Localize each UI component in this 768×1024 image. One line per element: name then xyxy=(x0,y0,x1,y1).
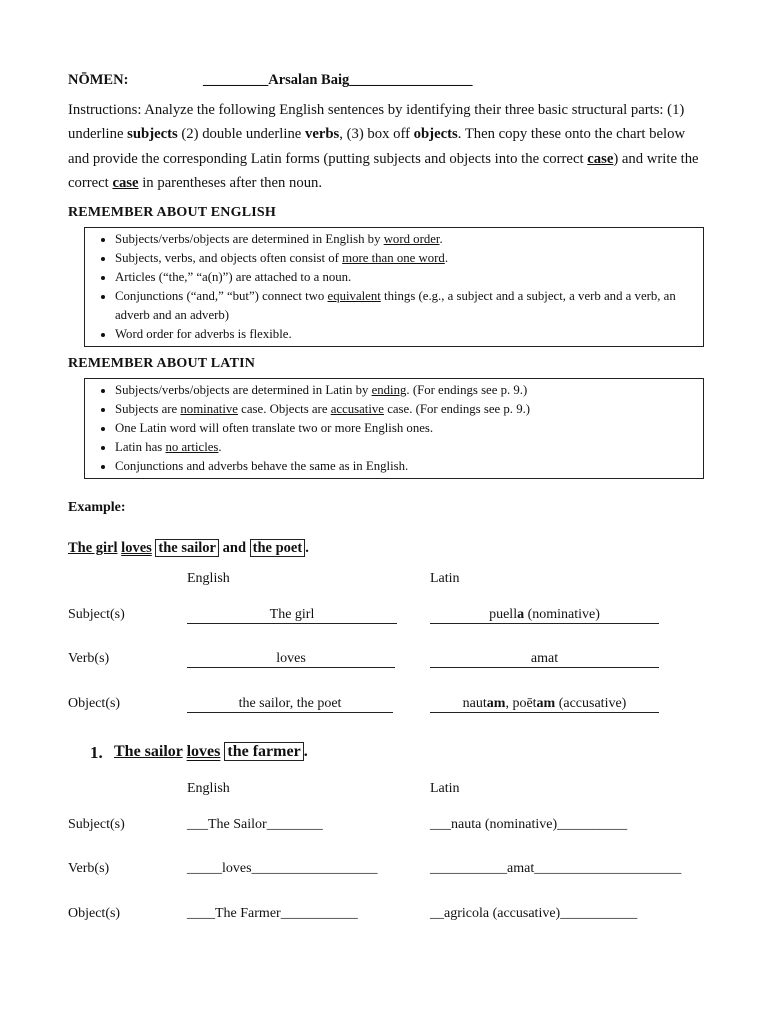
example-col-english: English xyxy=(187,571,230,586)
example-la-subject-cell xyxy=(430,607,659,624)
instructions-objects: objects xyxy=(413,126,458,143)
instructions-text: (2) double underline xyxy=(177,126,305,143)
exercise-1-row-subject: Subject(s) xyxy=(68,817,125,832)
instructions-subjects: subjects xyxy=(127,126,178,143)
instructions-text: , (3) box off xyxy=(339,126,414,143)
example-sentence xyxy=(68,540,309,557)
exercise-1-number: 1. xyxy=(90,743,103,762)
exercise-1-la-object[interactable]: __agricola (accusative)___________ xyxy=(430,906,638,921)
latin-rules-box xyxy=(84,378,704,479)
example-row-verb: Verb(s) xyxy=(68,651,110,666)
english-rule: • Articles (“the,” “a(n)”) are attached to a noun. xyxy=(115,268,697,287)
instructions-case: case xyxy=(112,174,139,191)
student-name: Arsalan Baig xyxy=(268,72,350,88)
nomen-label: NŌMEN: xyxy=(68,72,129,88)
example-en-object-cell xyxy=(187,696,393,713)
instructions-case: case xyxy=(587,150,614,167)
exercise-1-en-subject[interactable]: ___The Sailor________ xyxy=(187,817,323,832)
english-rule: • Subjects/verbs/objects are determined in English by word order. xyxy=(115,230,697,249)
latin-rule: • Latin has no articles. xyxy=(115,438,697,457)
example-en-object: the sailor, the poet xyxy=(187,696,393,713)
english-box-heading: REMEMBER ABOUT ENGLISH xyxy=(68,205,276,220)
example-row-subject: Subject(s) xyxy=(68,607,125,622)
instructions-verbs: verbs xyxy=(305,126,340,143)
example-en-subject: The girl xyxy=(187,607,397,624)
example-col-latin: Latin xyxy=(430,571,460,586)
example-en-verb: loves xyxy=(187,651,395,668)
example-label: Example: xyxy=(68,500,126,515)
instructions-text: . Then copy these onto the chart below and provide the corresponding Latin forms (putting subjects and objects into the correct xyxy=(68,126,686,167)
example-row-object: Object(s) xyxy=(68,696,121,711)
example-subject: The girl xyxy=(68,540,118,556)
exercise-1-row-object: Object(s) xyxy=(68,906,121,921)
english-rules-box xyxy=(84,227,704,347)
example-la-subject: puella (nominative) xyxy=(430,607,659,624)
example-conjunction: and xyxy=(222,540,247,556)
example-la-verb-cell xyxy=(430,651,659,668)
example-la-object-cell xyxy=(430,696,659,713)
exercise-1-la-subject[interactable]: ___nauta (nominative)__________ xyxy=(430,817,628,832)
exercise-1-en-verb[interactable]: _____loves__________________ xyxy=(187,861,378,876)
exercise-1-row-verb: Verb(s) xyxy=(68,861,110,876)
instructions xyxy=(68,98,708,195)
example-la-object: nautam, poētam (accusative) xyxy=(430,696,659,713)
exercise-1-period: . xyxy=(303,743,308,760)
exercise-1-object: the farmer xyxy=(224,742,303,761)
latin-rule: • Subjects/verbs/objects are determined in Latin by ending. (For endings see p. 9.) xyxy=(115,381,697,400)
example-period: . xyxy=(305,540,309,556)
example-la-verb: amat xyxy=(430,651,659,668)
exercise-1-col-latin: Latin xyxy=(430,781,460,796)
exercise-1-col-english: English xyxy=(187,781,230,796)
exercise-1-en-object[interactable]: ____The Farmer___________ xyxy=(187,906,358,921)
english-rule: • Word order for adverbs is flexible. xyxy=(115,325,697,344)
latin-rule: • Conjunctions and adverbs behave the same as in English. xyxy=(115,457,697,476)
latin-box-heading: REMEMBER ABOUT LATIN xyxy=(68,356,256,371)
exercise-1-subject: The sailor xyxy=(114,743,183,760)
name-blank-suffix: _________________ xyxy=(349,72,473,88)
instructions-text: in parentheses after then noun. xyxy=(138,174,323,191)
example-en-subject-cell xyxy=(187,607,397,624)
student-name-field[interactable] xyxy=(203,72,472,89)
example-en-verb-cell xyxy=(187,651,395,668)
example-verb: loves xyxy=(121,540,152,556)
exercise-1-la-verb[interactable]: ___________amat_____________________ xyxy=(430,861,682,876)
english-rule: • Conjunctions (“and,” “but”) connect two equivalent things (e.g., a subject and a subject, a verb and a verb, an adverb and an adverb) xyxy=(115,287,697,325)
exercise-1-sentence xyxy=(114,743,308,761)
english-rule: • Subjects, verbs, and objects often consist of more than one word. xyxy=(115,249,697,268)
latin-rule: • Subjects are nominative case. Objects are accusative case. (For endings see p. 9.) xyxy=(115,400,697,419)
instructions-text: ) and write the correct xyxy=(68,150,699,191)
example-object-1: the sailor xyxy=(155,539,219,557)
example-object-2: the poet xyxy=(250,539,306,557)
name-blank-prefix: _________ xyxy=(203,72,269,88)
exercise-1-verb: loves xyxy=(186,743,221,760)
latin-rule: • One Latin word will often translate two or more English ones. xyxy=(115,419,697,438)
instructions-text: Instructions: Analyze the following English sentences by identifying their three basic structural parts: (1) underline xyxy=(68,102,685,143)
